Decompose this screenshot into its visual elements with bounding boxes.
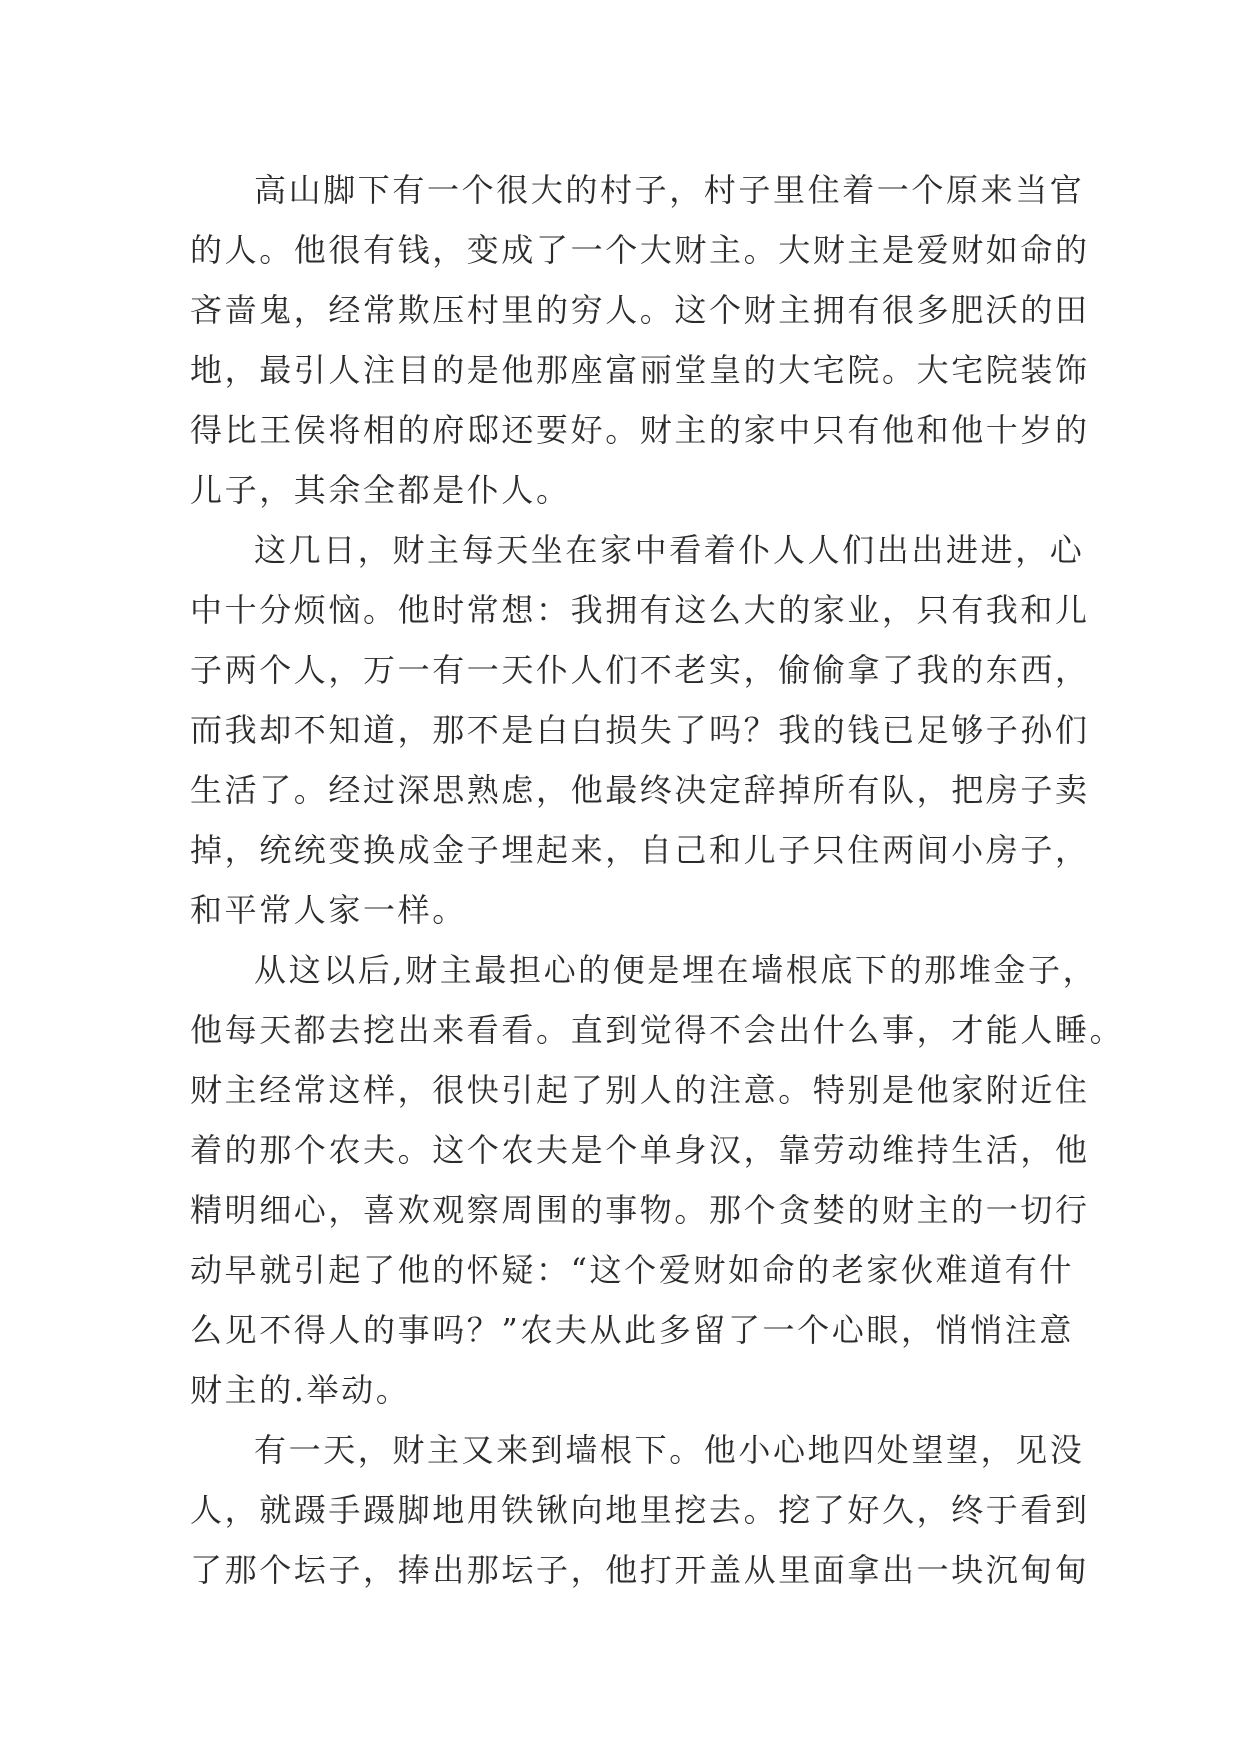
- text-line: 财主经常这样，很快引起了别人的注意。特别是他家附近住: [190, 1071, 1090, 1109]
- text-line: 和平常人家一样。: [190, 891, 467, 929]
- text-line: 么见不得人的事吗？”农夫从此多留了一个心眼，悄悄注意: [190, 1311, 1074, 1349]
- text-line: 财主的.举动。: [190, 1371, 411, 1409]
- text-line: 他每天都去挖出来看看。直到觉得不会出什么事，才能人睡。: [190, 1011, 1125, 1049]
- text-line: 中十分烦恼。他时常想：我拥有这么大的家业，只有我和儿: [190, 591, 1090, 629]
- text-line: 生活了。经过深思熟虑，他最终决定辞掉所有队，把房子卖: [190, 771, 1090, 809]
- text-line: 得比王侯将相的府邸还要好。财主的家中只有他和他十岁的: [190, 411, 1090, 449]
- text-line: 从这以后,财主最担心的便是埋在墙根底下的那堆金子，: [254, 951, 1098, 989]
- text-line: 动早就引起了他的怀疑：“这个爱财如命的老家伙难道有什: [190, 1251, 1074, 1289]
- story-text: [190, 160, 1125, 1600]
- text-line: 子两个人，万一有一天仆人们不老实，偷偷拿了我的东西，: [190, 651, 1090, 689]
- text-line: 精明细心，喜欢观察周围的事物。那个贪婪的财主的一切行: [190, 1191, 1090, 1229]
- text-line: 地，最引人注目的是他那座富丽堂皇的大宅院。大宅院装饰: [190, 351, 1090, 389]
- text-line: 人，就蹑手蹑脚地用铁锹向地里挖去。挖了好久，终于看到: [190, 1491, 1090, 1529]
- text-line: 的人。他很有钱，变成了一个大财主。大财主是爱财如命的: [190, 231, 1090, 269]
- text-line: 了那个坛子，捧出那坛子，他打开盖从里面拿出一块沉甸甸: [190, 1551, 1090, 1589]
- text-line: 着的那个农夫。这个农夫是个单身汉，靠劳动维持生活，他: [190, 1131, 1090, 1169]
- text-line: 而我却不知道，那不是白白损失了吗？我的钱已足够子孙们: [190, 711, 1090, 749]
- text-line: 儿子，其余全都是仆人。: [190, 471, 571, 509]
- text-line: 这几日，财主每天坐在家中看着仆人人们出出进进，心: [254, 531, 1085, 569]
- text-line: 高山脚下有一个很大的村子，村子里住着一个原来当官: [254, 171, 1085, 209]
- text-line: 有一天，财主又来到墙根下。他小心地四处望望，见没: [254, 1431, 1085, 1469]
- text-line: 掉，统统变换成金子埋起来，自己和儿子只住两间小房子，: [190, 831, 1090, 869]
- text-line: 吝啬鬼，经常欺压村里的穷人。这个财主拥有很多肥沃的田: [190, 291, 1090, 329]
